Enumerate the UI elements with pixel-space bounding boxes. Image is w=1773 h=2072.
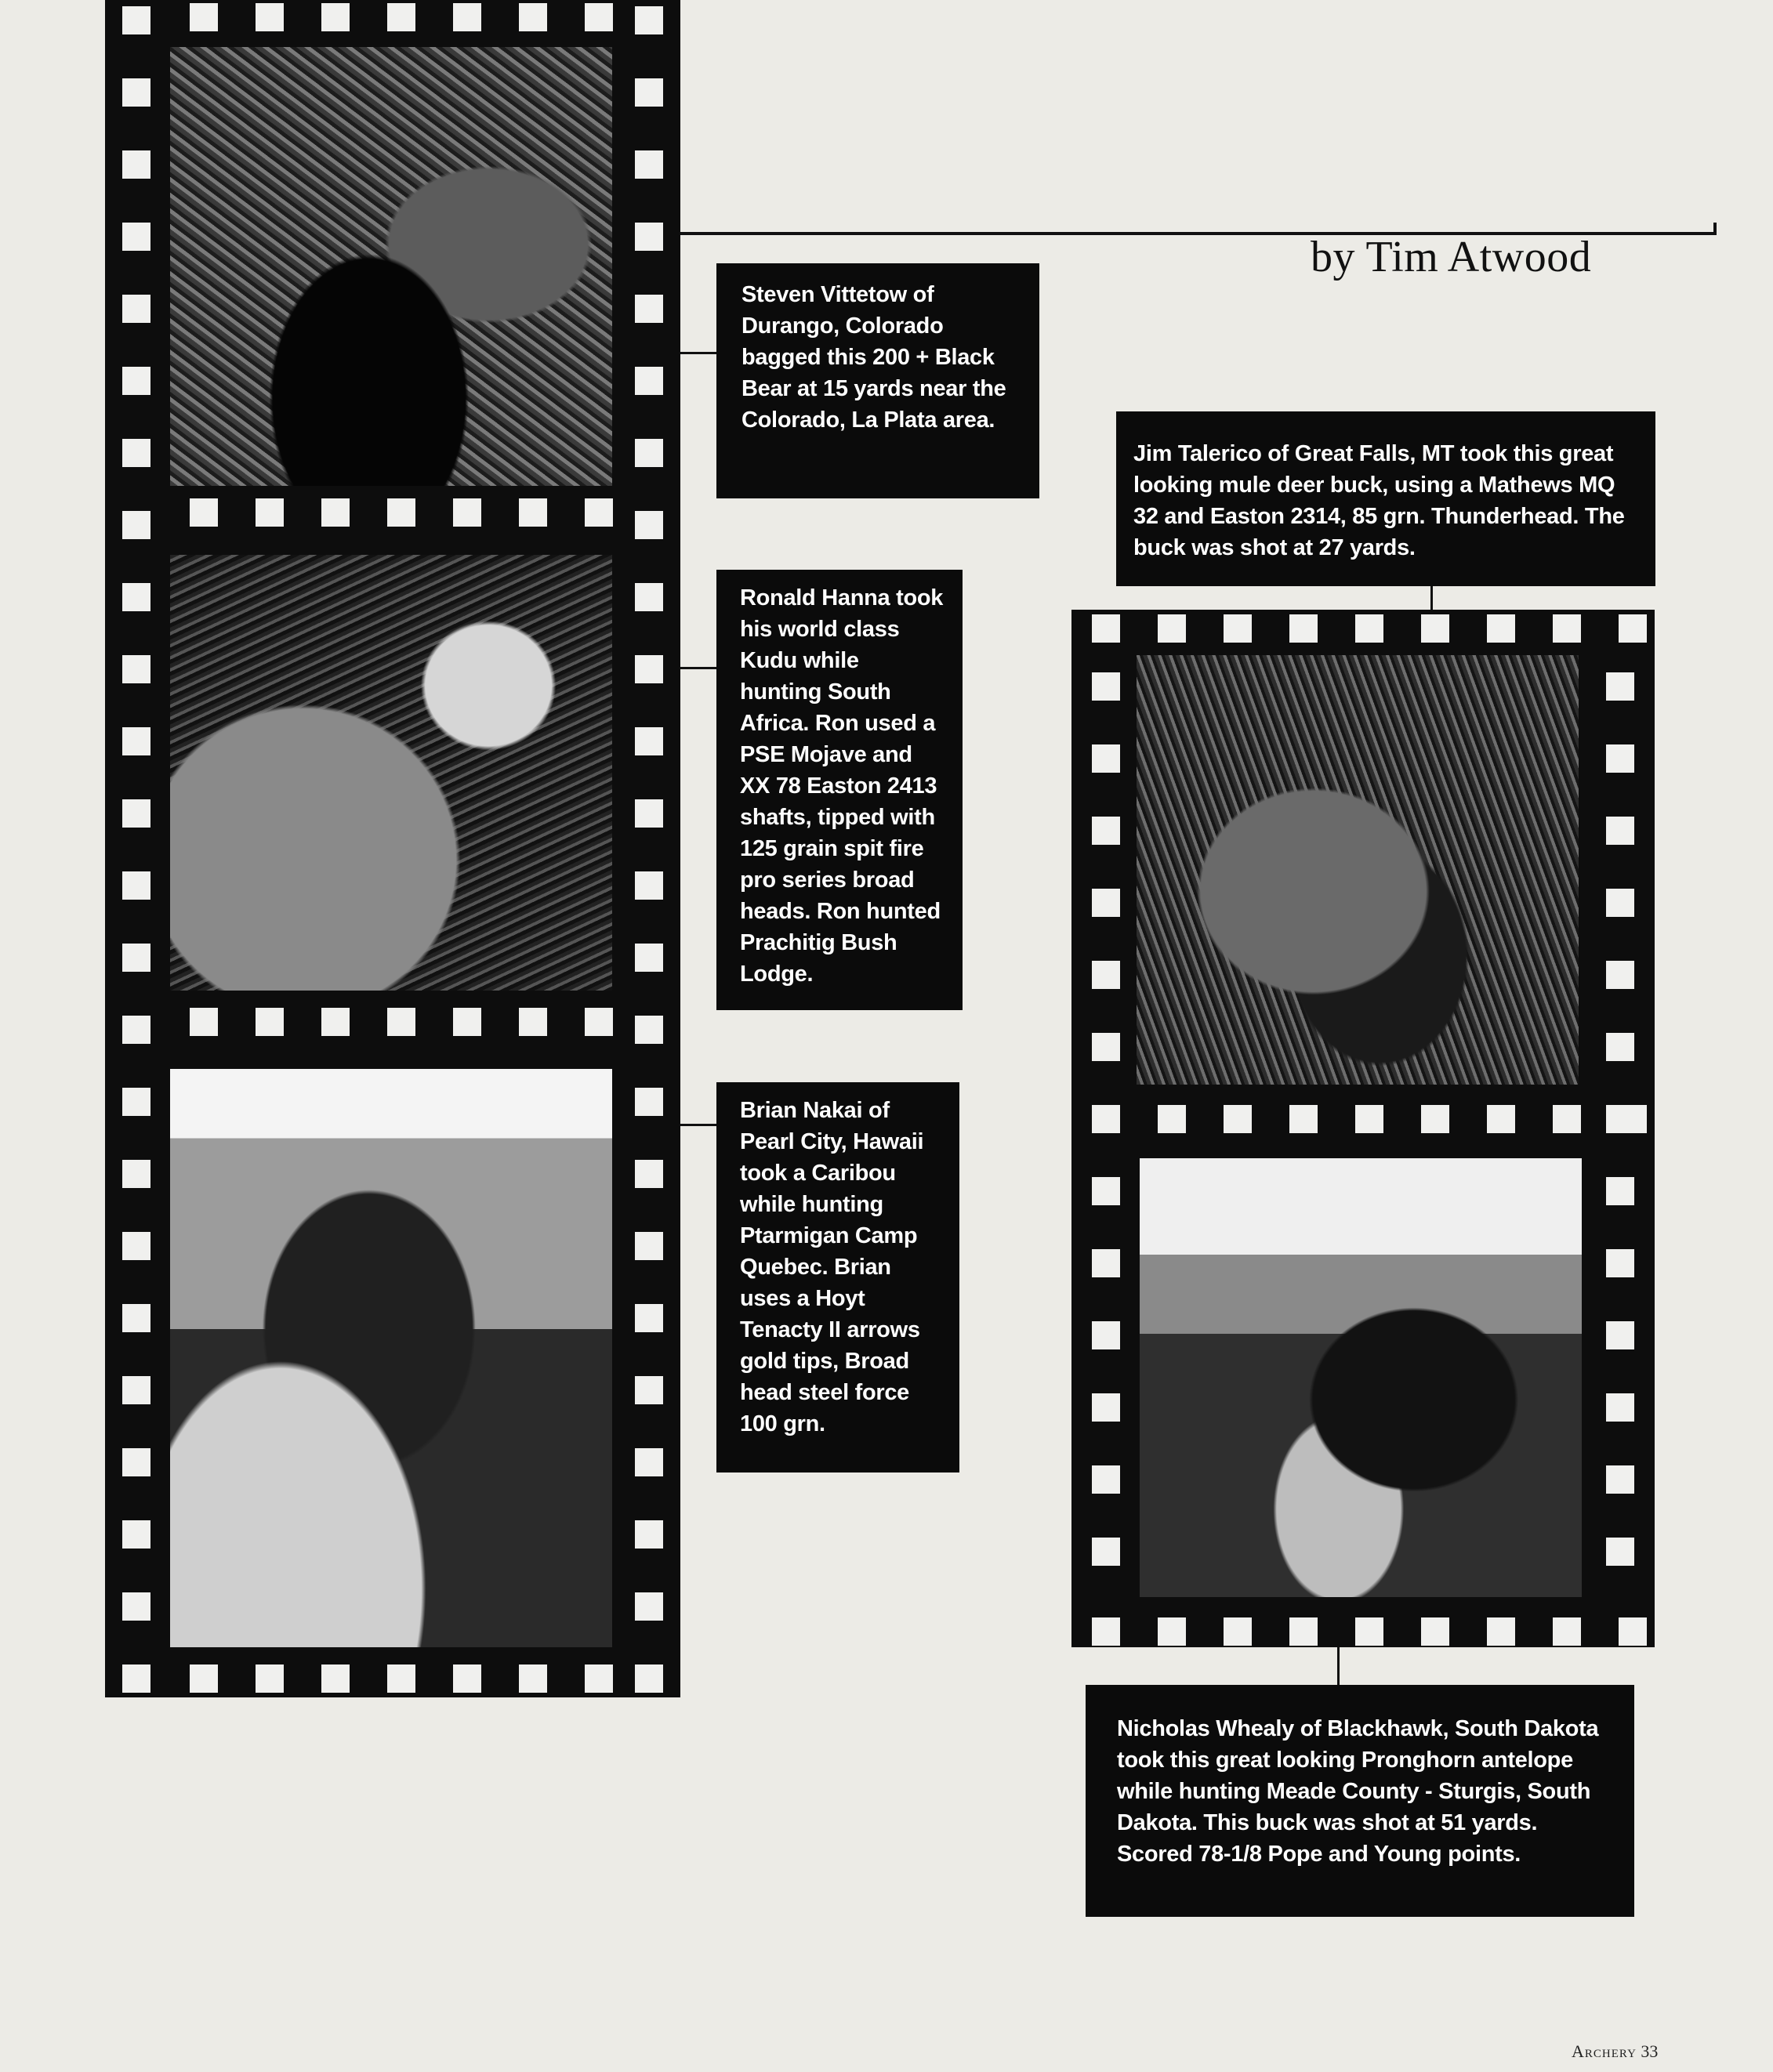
film-sprocket-hole: [387, 1008, 415, 1036]
film-sprocket-hole: [1355, 1105, 1383, 1133]
photo-mule-deer: [1137, 655, 1579, 1085]
film-sprocket-hole: [256, 3, 284, 31]
film-sprocket-hole: [519, 1664, 547, 1693]
film-sprocket-hole: [122, 1376, 150, 1404]
film-sprocket-hole: [256, 1664, 284, 1693]
film-sprocket-hole: [190, 498, 218, 527]
film-sprocket-hole: [519, 498, 547, 527]
film-sprocket-hole: [321, 3, 350, 31]
film-sprocket-hole: [1606, 1321, 1634, 1349]
film-sprocket-hole: [1606, 1465, 1634, 1494]
film-sprocket-hole: [190, 1664, 218, 1693]
caption-mule-deer: Jim Talerico of Great Falls, MT took this great looking mule deer buck, using a Mathews MQ 32 and Easton 2314, 85 grn. Thunderhead. The buck was shot at 27 yards.: [1116, 411, 1655, 586]
film-sprocket-hole: [453, 1008, 481, 1036]
film-sprocket-hole: [1619, 1105, 1647, 1133]
film-sprocket-hole: [1421, 1617, 1449, 1646]
film-sprocket-hole: [122, 1448, 150, 1476]
connector-caribou: [680, 1124, 716, 1126]
page-folio: [1572, 2041, 1658, 2062]
film-sprocket-hole: [1606, 817, 1634, 845]
film-sprocket-hole: [1092, 1177, 1120, 1205]
film-sprocket-hole: [122, 1232, 150, 1260]
film-sprocket-hole: [635, 1376, 663, 1404]
film-sprocket-hole: [122, 511, 150, 539]
film-sprocket-hole: [635, 1448, 663, 1476]
film-sprocket-hole: [453, 3, 481, 31]
caption-kudu: Ronald Hanna took his world class Kudu while hunting South Africa. Ron used a PSE Mojave and XX 78 Easton 2413 shafts, tipped with 125 grain spit fire pro series broad heads. Ron hunted Prachitig Bush Lodge.: [716, 570, 963, 1010]
film-sprocket-hole: [519, 1008, 547, 1036]
byline: by Tim Atwood: [1311, 233, 1592, 281]
caption-pronghorn: Nicholas Whealy of Blackhawk, South Dakota took this great looking Pronghorn antelope while hunting Meade County - Sturgis, South Dakota. This buck was shot at 51 yards. Scored 78-1/8 Pope and Young points.: [1086, 1685, 1634, 1917]
film-sprocket-hole: [1421, 1105, 1449, 1133]
film-sprocket-hole: [1487, 614, 1515, 643]
film-sprocket-hole: [122, 223, 150, 251]
connector-kudu: [680, 667, 716, 669]
film-sprocket-hole: [1355, 1617, 1383, 1646]
film-strip-left: [105, 0, 680, 1697]
film-sprocket-hole: [1289, 1105, 1318, 1133]
film-sprocket-hole: [1092, 672, 1120, 701]
film-sprocket-hole: [1092, 817, 1120, 845]
film-sprocket-hole: [1092, 1249, 1120, 1277]
header-rule-end: [1713, 223, 1717, 235]
film-sprocket-hole: [122, 1592, 150, 1621]
film-sprocket-hole: [635, 1160, 663, 1188]
film-sprocket-hole: [1606, 1177, 1634, 1205]
film-sprocket-hole: [190, 3, 218, 31]
film-sprocket-hole: [1421, 614, 1449, 643]
film-sprocket-hole: [519, 3, 547, 31]
film-sprocket-hole: [1619, 614, 1647, 643]
film-sprocket-hole: [635, 78, 663, 107]
film-sprocket-hole: [635, 727, 663, 755]
film-sprocket-hole: [635, 1592, 663, 1621]
film-sprocket-hole: [122, 1520, 150, 1549]
film-sprocket-hole: [387, 1664, 415, 1693]
film-sprocket-hole: [1606, 961, 1634, 989]
film-sprocket-hole: [1355, 614, 1383, 643]
film-sprocket-hole: [635, 944, 663, 972]
film-sprocket-hole: [1487, 1105, 1515, 1133]
page-number: 33: [1641, 2041, 1659, 2061]
film-sprocket-hole: [1606, 744, 1634, 773]
film-sprocket-hole: [122, 871, 150, 900]
film-sprocket-hole: [1289, 1617, 1318, 1646]
film-sprocket-hole: [1092, 1465, 1120, 1494]
film-sprocket-hole: [1224, 1105, 1252, 1133]
film-sprocket-hole: [1606, 1538, 1634, 1566]
film-sprocket-hole: [585, 498, 613, 527]
film-sprocket-hole: [321, 1008, 350, 1036]
film-sprocket-hole: [1606, 672, 1634, 701]
film-sprocket-hole: [1553, 614, 1581, 643]
film-sprocket-hole: [321, 1664, 350, 1693]
film-sprocket-hole: [635, 871, 663, 900]
film-sprocket-hole: [1553, 1105, 1581, 1133]
film-sprocket-hole: [122, 655, 150, 683]
film-sprocket-hole: [387, 3, 415, 31]
film-sprocket-hole: [122, 78, 150, 107]
film-sprocket-hole: [190, 1008, 218, 1036]
magazine-name: Archery: [1572, 2041, 1637, 2061]
film-sprocket-hole: [1606, 1393, 1634, 1422]
film-sprocket-hole: [1487, 1617, 1515, 1646]
film-sprocket-hole: [1224, 1617, 1252, 1646]
photo-kudu: [170, 555, 612, 991]
film-sprocket-hole: [122, 1304, 150, 1332]
film-sprocket-hole: [635, 1088, 663, 1116]
film-sprocket-hole: [1092, 1617, 1120, 1646]
film-sprocket-hole: [1092, 744, 1120, 773]
film-sprocket-hole: [1092, 1105, 1120, 1133]
film-sprocket-hole: [635, 1016, 663, 1044]
film-sprocket-hole: [453, 1664, 481, 1693]
film-sprocket-hole: [635, 655, 663, 683]
film-sprocket-hole: [122, 944, 150, 972]
film-sprocket-hole: [635, 295, 663, 323]
film-sprocket-hole: [321, 498, 350, 527]
film-sprocket-hole: [453, 498, 481, 527]
film-sprocket-hole: [635, 6, 663, 34]
film-sprocket-hole: [635, 223, 663, 251]
film-sprocket-hole: [1606, 1033, 1634, 1061]
film-sprocket-hole: [122, 150, 150, 179]
film-sprocket-hole: [1092, 1393, 1120, 1422]
film-sprocket-hole: [122, 1088, 150, 1116]
film-sprocket-hole: [1092, 1538, 1120, 1566]
film-sprocket-hole: [1289, 614, 1318, 643]
film-sprocket-hole: [122, 439, 150, 467]
film-sprocket-hole: [122, 583, 150, 611]
film-sprocket-hole: [122, 295, 150, 323]
film-sprocket-hole: [585, 1008, 613, 1036]
photo-black-bear: [170, 47, 612, 486]
connector-mule-deer: [1430, 586, 1433, 610]
connector-pronghorn: [1337, 1647, 1340, 1685]
connector-bear: [680, 352, 716, 354]
film-sprocket-hole: [1092, 961, 1120, 989]
film-sprocket-hole: [635, 1664, 663, 1693]
film-sprocket-hole: [1158, 1105, 1186, 1133]
film-sprocket-hole: [585, 1664, 613, 1693]
film-sprocket-hole: [1224, 614, 1252, 643]
film-sprocket-hole: [256, 1008, 284, 1036]
film-sprocket-hole: [635, 799, 663, 828]
film-sprocket-hole: [122, 727, 150, 755]
film-sprocket-hole: [122, 367, 150, 395]
film-sprocket-hole: [635, 1232, 663, 1260]
film-sprocket-hole: [1158, 614, 1186, 643]
film-sprocket-hole: [635, 150, 663, 179]
film-sprocket-hole: [635, 1520, 663, 1549]
film-sprocket-hole: [122, 1664, 150, 1693]
film-sprocket-hole: [1606, 1249, 1634, 1277]
film-sprocket-hole: [1606, 889, 1634, 917]
photo-caribou: [170, 1069, 612, 1647]
film-strip-right: [1071, 610, 1655, 1647]
film-sprocket-hole: [635, 367, 663, 395]
film-sprocket-hole: [122, 6, 150, 34]
film-sprocket-hole: [122, 1160, 150, 1188]
film-sprocket-hole: [635, 511, 663, 539]
film-sprocket-hole: [585, 3, 613, 31]
film-sprocket-hole: [256, 498, 284, 527]
film-sprocket-hole: [1619, 1617, 1647, 1646]
film-sprocket-hole: [1158, 1617, 1186, 1646]
film-sprocket-hole: [122, 799, 150, 828]
caption-caribou: Brian Nakai of Pearl City, Hawaii took a Caribou while hunting Ptarmigan Camp Quebec. Brian uses a Hoyt Tenacty II arrows gold tips, Broad head steel force 100 grn.: [716, 1082, 959, 1472]
film-sprocket-hole: [387, 498, 415, 527]
film-sprocket-hole: [1092, 1321, 1120, 1349]
caption-black-bear: Steven Vittetow of Durango, Colorado bagged this 200 + Black Bear at 15 yards near the Colorado, La Plata area.: [716, 263, 1039, 498]
film-sprocket-hole: [635, 583, 663, 611]
film-sprocket-hole: [1092, 1033, 1120, 1061]
film-sprocket-hole: [635, 1304, 663, 1332]
film-sprocket-hole: [1092, 614, 1120, 643]
film-sprocket-hole: [1092, 889, 1120, 917]
film-sprocket-hole: [635, 439, 663, 467]
photo-pronghorn: [1140, 1158, 1582, 1597]
film-sprocket-hole: [122, 1016, 150, 1044]
film-sprocket-hole: [1553, 1617, 1581, 1646]
